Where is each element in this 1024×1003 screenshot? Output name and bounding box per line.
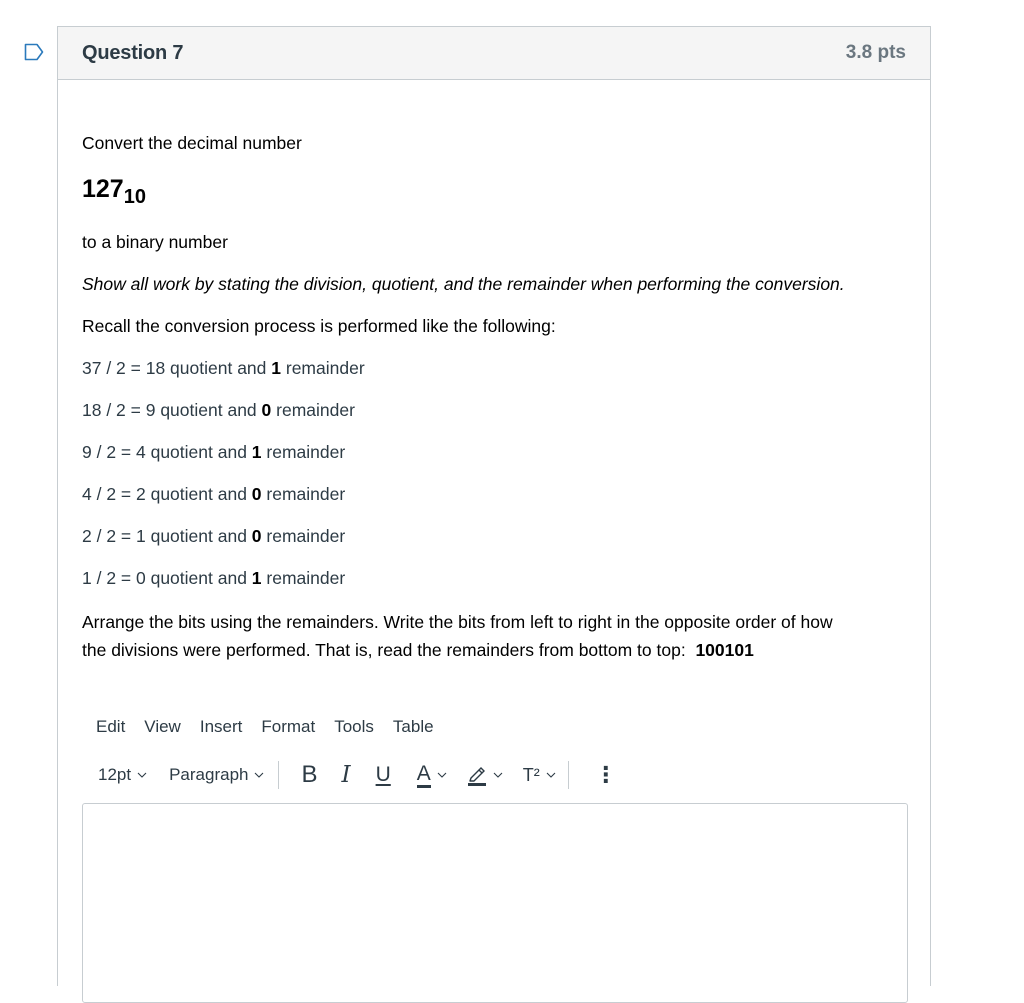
editor-menubar	[96, 717, 434, 737]
font-size-dropdown[interactable]	[98, 765, 147, 785]
chevron-down-icon	[254, 772, 264, 778]
answer-editor-area[interactable]	[82, 803, 908, 1003]
chevron-down-icon	[493, 772, 503, 778]
underline-button[interactable]: U	[375, 763, 391, 786]
step-line: 9 / 2 = 4 quotient and 1 remainder	[82, 442, 346, 462]
toolbar-divider	[568, 761, 569, 789]
toolbar-divider	[278, 761, 279, 789]
block-format-dropdown[interactable]	[169, 765, 264, 785]
step-line: 4 / 2 = 2 quotient and 0 remainder	[82, 484, 346, 504]
text-color-button[interactable]	[417, 763, 447, 788]
step-line: 1 / 2 = 0 quotient and 1 remainder	[82, 568, 346, 588]
decimal-number: $127_{10}$	[82, 175, 146, 208]
step-line: 18 / 2 = 9 quotient and 0 remainder	[82, 400, 355, 420]
recall-text: Recall the conversion process is performed like the following:	[82, 316, 556, 336]
block-format-value: Paragraph	[169, 765, 249, 784]
question-points: 3.8 pts	[845, 42, 906, 63]
superscript-icon: T²	[522, 764, 540, 785]
editor-toolbar	[98, 759, 617, 791]
menu-table[interactable]: Table	[392, 717, 434, 736]
flag-question-icon[interactable]	[24, 43, 44, 61]
intro-text: Convert the decimal number	[82, 133, 302, 153]
text-color-icon: A	[417, 763, 431, 788]
question-header	[58, 27, 930, 80]
step-line: 2 / 2 = 1 quotient and 0 remainder	[82, 526, 346, 546]
menu-edit[interactable]: Edit	[96, 717, 126, 736]
font-size-value: 12pt	[98, 765, 132, 784]
italic-button[interactable]: I	[341, 762, 351, 788]
question-title: Question 7	[82, 41, 184, 64]
superscript-button[interactable]	[523, 765, 556, 786]
highlighter-icon	[467, 764, 487, 786]
more-options-icon[interactable]: ⋮	[594, 762, 617, 787]
bold-button[interactable]: B	[301, 761, 318, 788]
result-bits: 100101	[695, 640, 754, 660]
menu-insert[interactable]: Insert	[199, 717, 243, 736]
highlight-color-button[interactable]	[467, 764, 503, 786]
menu-view[interactable]: View	[144, 717, 181, 736]
question-card	[57, 26, 931, 986]
arrange-text-line2: the divisions were performed. That is, read the remainders from bottom to top: 100101	[82, 640, 754, 660]
menu-format[interactable]: Format	[261, 717, 316, 736]
menu-tools[interactable]: Tools	[334, 717, 374, 736]
arrange-text-line1: Arrange the bits using the remainders. Write the bits from left to right in the opposite order of how	[82, 612, 833, 632]
step-line: 37 / 2 = 18 quotient and 1 remainder	[82, 358, 365, 378]
target-text: to a binary number	[82, 232, 228, 252]
chevron-down-icon	[137, 772, 147, 778]
base-subscript: 10	[123, 186, 146, 208]
chevron-down-icon	[437, 772, 447, 778]
instruction-text: Show all work by stating the division, quotient, and the remainder when performing the conversion.	[82, 274, 845, 294]
chevron-down-icon	[546, 772, 556, 778]
